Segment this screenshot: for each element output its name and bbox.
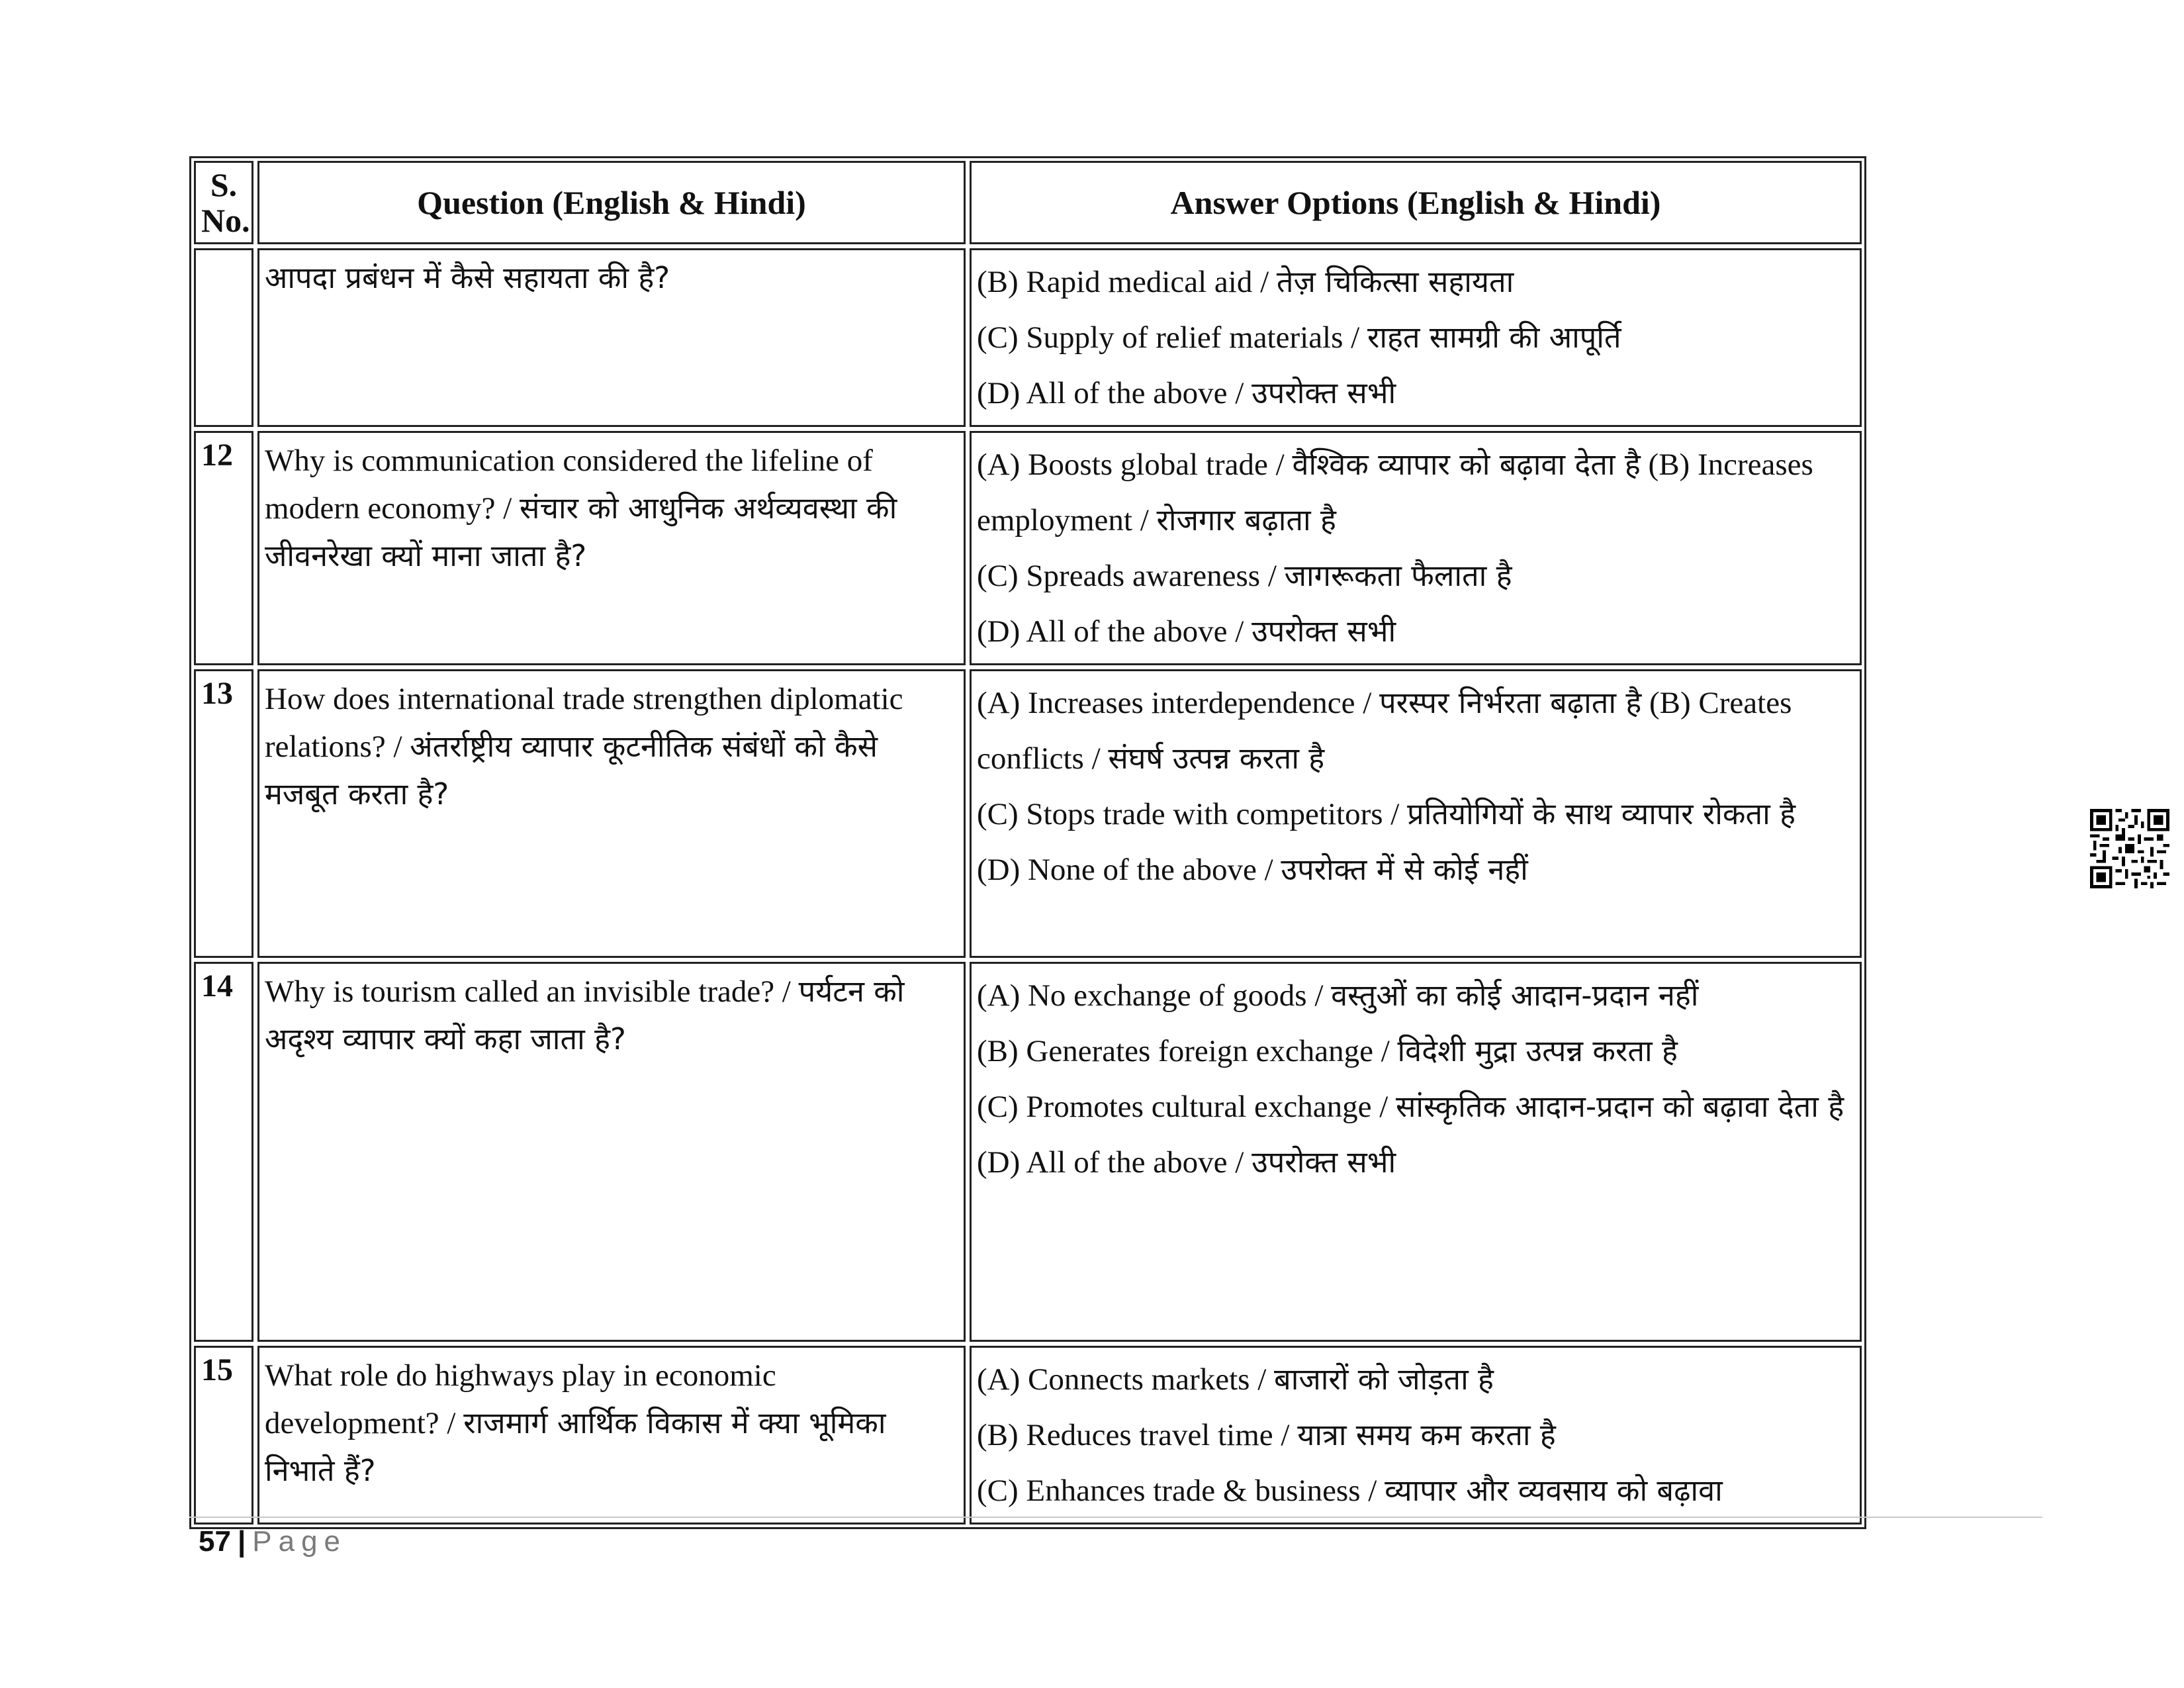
option-english: (B) Creates conflicts / xyxy=(977,686,1792,776)
option-hindi: परस्पर निर्भरता बढ़ाता है xyxy=(1379,685,1642,720)
header-question: Question (English & Hindi) xyxy=(257,161,966,244)
option-english: (C) Stops trade with competitors / xyxy=(977,797,1408,831)
option-english: (C) Promotes cultural exchange / xyxy=(977,1090,1396,1124)
option-hindi: यात्रा समय कम करता है xyxy=(1297,1417,1556,1452)
footer-divider xyxy=(189,1517,2042,1518)
answer-options-cell xyxy=(970,1346,1862,1524)
serial-number: 15 xyxy=(194,1346,253,1524)
answer-option xyxy=(977,786,1854,842)
question-hindi: पर्यटन को अदृश्य व्यापार क्यों कहा जाता है? xyxy=(265,974,905,1056)
question-cell xyxy=(257,962,966,1342)
question-hindi: राजमार्ग आर्थिक विकास में क्या भूमिका निभाते हैं? xyxy=(265,1405,886,1488)
table-row xyxy=(194,962,1862,1342)
option-hindi: उपरोक्त में से कोई नहीं xyxy=(1281,852,1528,887)
option-english: (D) None of the above / xyxy=(977,853,1281,887)
question-cell xyxy=(257,431,966,665)
option-english: (C) Supply of relief materials / xyxy=(977,320,1367,355)
option-english: (D) All of the above / xyxy=(977,376,1252,410)
question-cell xyxy=(257,1346,966,1524)
option-english: (A) Boosts global trade / xyxy=(977,447,1293,482)
option-english: (D) All of the above / xyxy=(977,614,1252,649)
option-hindi: उपरोक्त सभी xyxy=(1251,614,1396,649)
answer-option xyxy=(977,604,1854,659)
option-english: (A) Increases interdependence / xyxy=(977,686,1380,720)
question-english: How does international trade strengthen diplomatic relations? / xyxy=(265,682,903,764)
question-english: What role do highways play in economic development? / xyxy=(265,1358,776,1440)
option-hindi: तेज़ चिकित्सा सहायता xyxy=(1276,264,1514,299)
option-hindi: प्रतियोगियों के साथ व्यापार रोकता है xyxy=(1407,796,1796,831)
option-english: (B) Reduces travel time / xyxy=(977,1418,1298,1452)
answer-options-cell xyxy=(970,248,1862,427)
answer-option xyxy=(977,842,1854,898)
question-english: Why is communication considered the lifeline of modern economy? / xyxy=(265,444,873,526)
question-hindi: आपदा प्रबंधन में कैसे सहायता की है? xyxy=(265,260,670,295)
question-cell xyxy=(257,248,966,427)
option-hindi: रोजगार बढ़ाता है xyxy=(1156,502,1336,538)
option-english: (B) Increases employment / xyxy=(977,447,1813,538)
serial-number: 14 xyxy=(194,962,253,1342)
qr-code-icon xyxy=(2090,809,2169,888)
question-english: Why is tourism called an invisible trade? / xyxy=(265,974,799,1009)
answer-options-cell xyxy=(970,962,1862,1342)
question-hindi: अंतर्राष्ट्रीय व्यापार कूटनीतिक संबंधों को कैसे मजबूत करता है? xyxy=(265,729,878,812)
option-hindi: सांस्कृतिक आदान-प्रदान को बढ़ावा देता है xyxy=(1396,1089,1844,1124)
answer-option xyxy=(977,1407,1854,1463)
answer-option xyxy=(977,675,1854,786)
header-serial-number: S. No. xyxy=(194,161,253,244)
question-table-frame xyxy=(189,156,1866,1529)
answer-option xyxy=(977,1463,1854,1519)
option-hindi: वैश्विक व्यापार को बढ़ावा देता है xyxy=(1292,447,1641,482)
question-hindi: संचार को आधुनिक अर्थव्यवस्था की जीवनरेखा क्यों माना जाता है? xyxy=(265,491,897,573)
page-label: Page xyxy=(252,1525,347,1558)
question-table xyxy=(190,157,1866,1528)
answer-option xyxy=(977,437,1854,548)
option-hindi: राहत सामग्री की आपूर्ति xyxy=(1367,320,1621,355)
option-hindi: संघर्ष उत्पन्न करता है xyxy=(1108,741,1325,776)
option-hindi: उपरोक्त सभी xyxy=(1251,1145,1396,1180)
option-hindi: जागरूकता फैलाता है xyxy=(1284,558,1512,593)
table-row xyxy=(194,431,1862,665)
serial-number: 12 xyxy=(194,431,253,665)
table-header-row xyxy=(194,161,1862,244)
answer-options-cell xyxy=(970,669,1862,958)
serial-number xyxy=(194,248,253,427)
table-row xyxy=(194,1346,1862,1524)
answer-options-cell xyxy=(970,431,1862,665)
answer-option xyxy=(977,365,1854,421)
option-hindi: विदेशी मुद्रा उत्पन्न करता है xyxy=(1397,1033,1678,1068)
table-row xyxy=(194,669,1862,958)
answer-option xyxy=(977,548,1854,604)
answer-option xyxy=(977,1135,1854,1190)
answer-option xyxy=(977,1079,1854,1135)
answer-option xyxy=(977,254,1854,310)
answer-option xyxy=(977,1352,1854,1407)
footer-separator: | xyxy=(237,1525,246,1558)
answer-option xyxy=(977,968,1854,1023)
table-row xyxy=(194,248,1862,427)
answer-option xyxy=(977,1023,1854,1079)
option-english: (C) Enhances trade & business / xyxy=(977,1474,1385,1508)
question-cell xyxy=(257,669,966,958)
serial-number: 13 xyxy=(194,669,253,958)
option-english: (D) All of the above / xyxy=(977,1145,1252,1180)
option-hindi: उपरोक्त सभी xyxy=(1251,375,1396,410)
page-number: 57 xyxy=(199,1525,231,1558)
option-english: (A) No exchange of goods / xyxy=(977,978,1332,1013)
option-hindi: वस्तुओं का कोई आदान-प्रदान नहीं xyxy=(1331,978,1699,1013)
option-english: (C) Spreads awareness / xyxy=(977,559,1285,593)
option-hindi: बाजारों को जोड़ता है xyxy=(1274,1362,1494,1397)
header-answer-options: Answer Options (English & Hindi) xyxy=(970,161,1862,244)
option-english: (B) Generates foreign exchange / xyxy=(977,1034,1398,1068)
option-english: (A) Connects markets / xyxy=(977,1362,1275,1397)
option-english: (B) Rapid medical aid / xyxy=(977,265,1277,299)
answer-option xyxy=(977,310,1854,365)
page-footer xyxy=(199,1525,347,1558)
option-hindi: व्यापार और व्यवसाय को बढ़ावा xyxy=(1385,1473,1723,1508)
